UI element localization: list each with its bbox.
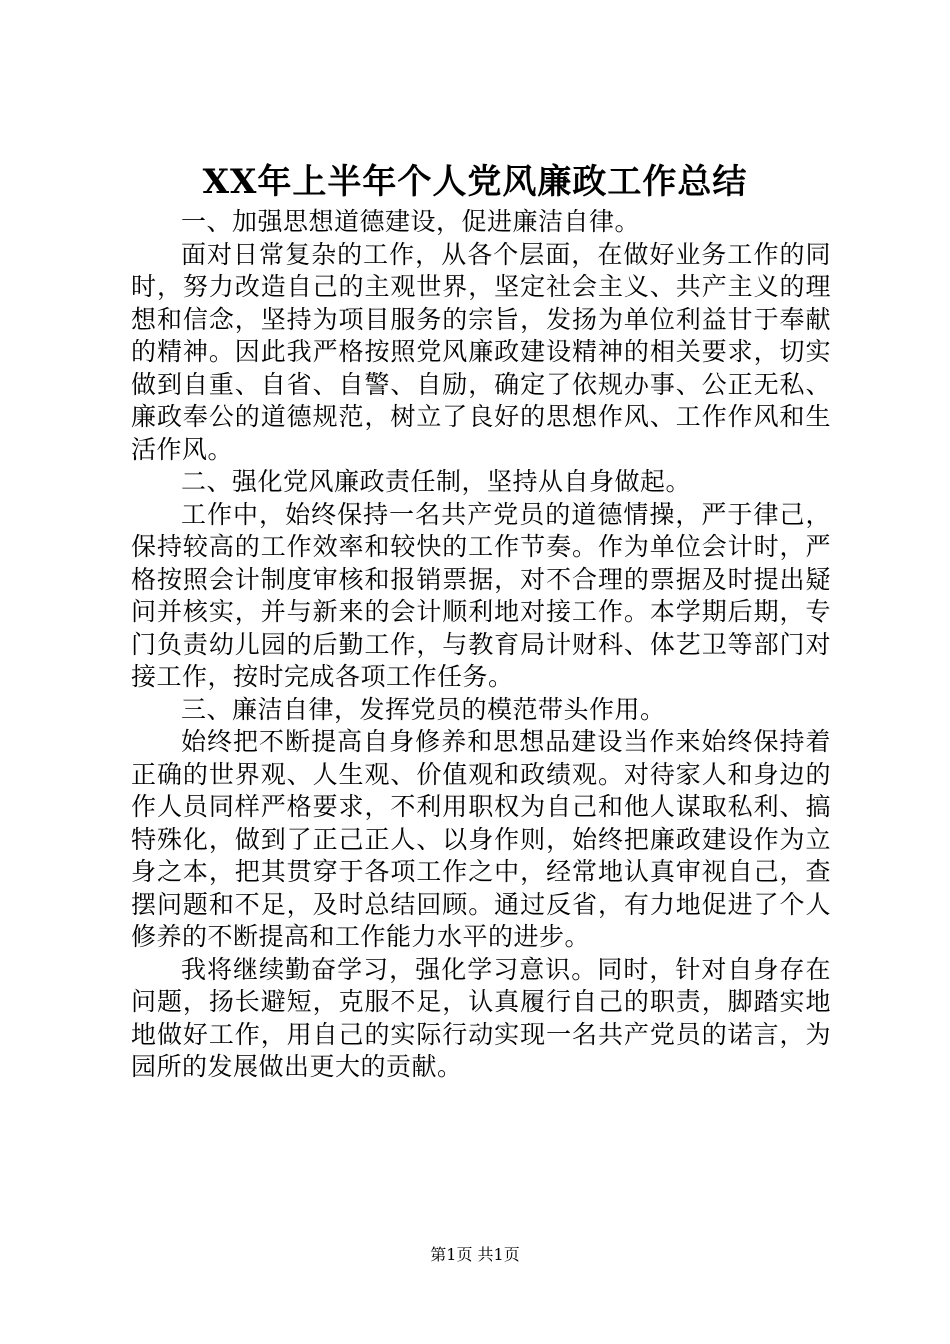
document-body [131,206,831,1084]
page-number-footer: 第1页 共1页 [430,1245,520,1264]
closing-paragraph: 我将继续勤奋学习，强化学习意识。同时，针对自身存在问题，扬长避短，克服不足，认真履行自己的职责，脚踏实地地做好工作，用自己的实际行动实现一名共产党员的诺言，为园所的发展做出更大的贡献。 [131,954,831,1081]
body-paragraph-3: 始终把不断提高自身修养和思想品建设当作来始终保持着正确的世界观、人生观、价值观和政绩观。对待家人和身边的作人员同样严格要求，不利用职权为自己和他人谋取私利、搞特殊化，做到了正己正人、以身作则，始终把廉政建设作为立身之本，把其贯穿于各项工作之中，经常地认真审视自己，查摆问题和不足，及时总结回顾。通过反省，有力地促进了个人修养的不断提高和工作能力水平的进步。 [131,727,831,951]
document-title: XX年上半年个人党风廉政工作总结 [202,162,748,202]
section-heading-1: 一、加强思想道德建设，促进廉洁自律。 [181,207,641,236]
section-heading-2: 二、强化党风廉政责任制，坚持从自身做起。 [181,467,692,496]
body-paragraph-2: 工作中，始终保持一名共产党员的道德情操，严于律己，保持较高的工作效率和较快的工作节奏。作为单位会计时，严格按照会计制度审核和报销票据，对不合理的票据及时提出疑问并核实，并与新来的会计顺利地对接工作。本学期后期，专门负责幼儿园的后勤工作，与教育局计财科、体艺卫等部门对接工作，按时完成各项工作任务。 [131,499,831,691]
section-heading-3: 三、廉洁自律，发挥党员的模范带头作用。 [181,694,666,724]
body-paragraph-1: 面对日常复杂的工作，从各个层面，在做好业务工作的同时，努力改造自己的主观世界，坚定社会主义、共产主义的理想和信念，坚持为项目服务的宗旨，发扬为单位利益甘于奉献的精神。因此我严格按照党风廉政建设精神的相关要求，切实做到自重、自省、自警、自励，确定了依规办事、公正无私、廉政奉公的道德规范，树立了良好的思想作风、工作作风和生活作风。 [131,239,831,464]
